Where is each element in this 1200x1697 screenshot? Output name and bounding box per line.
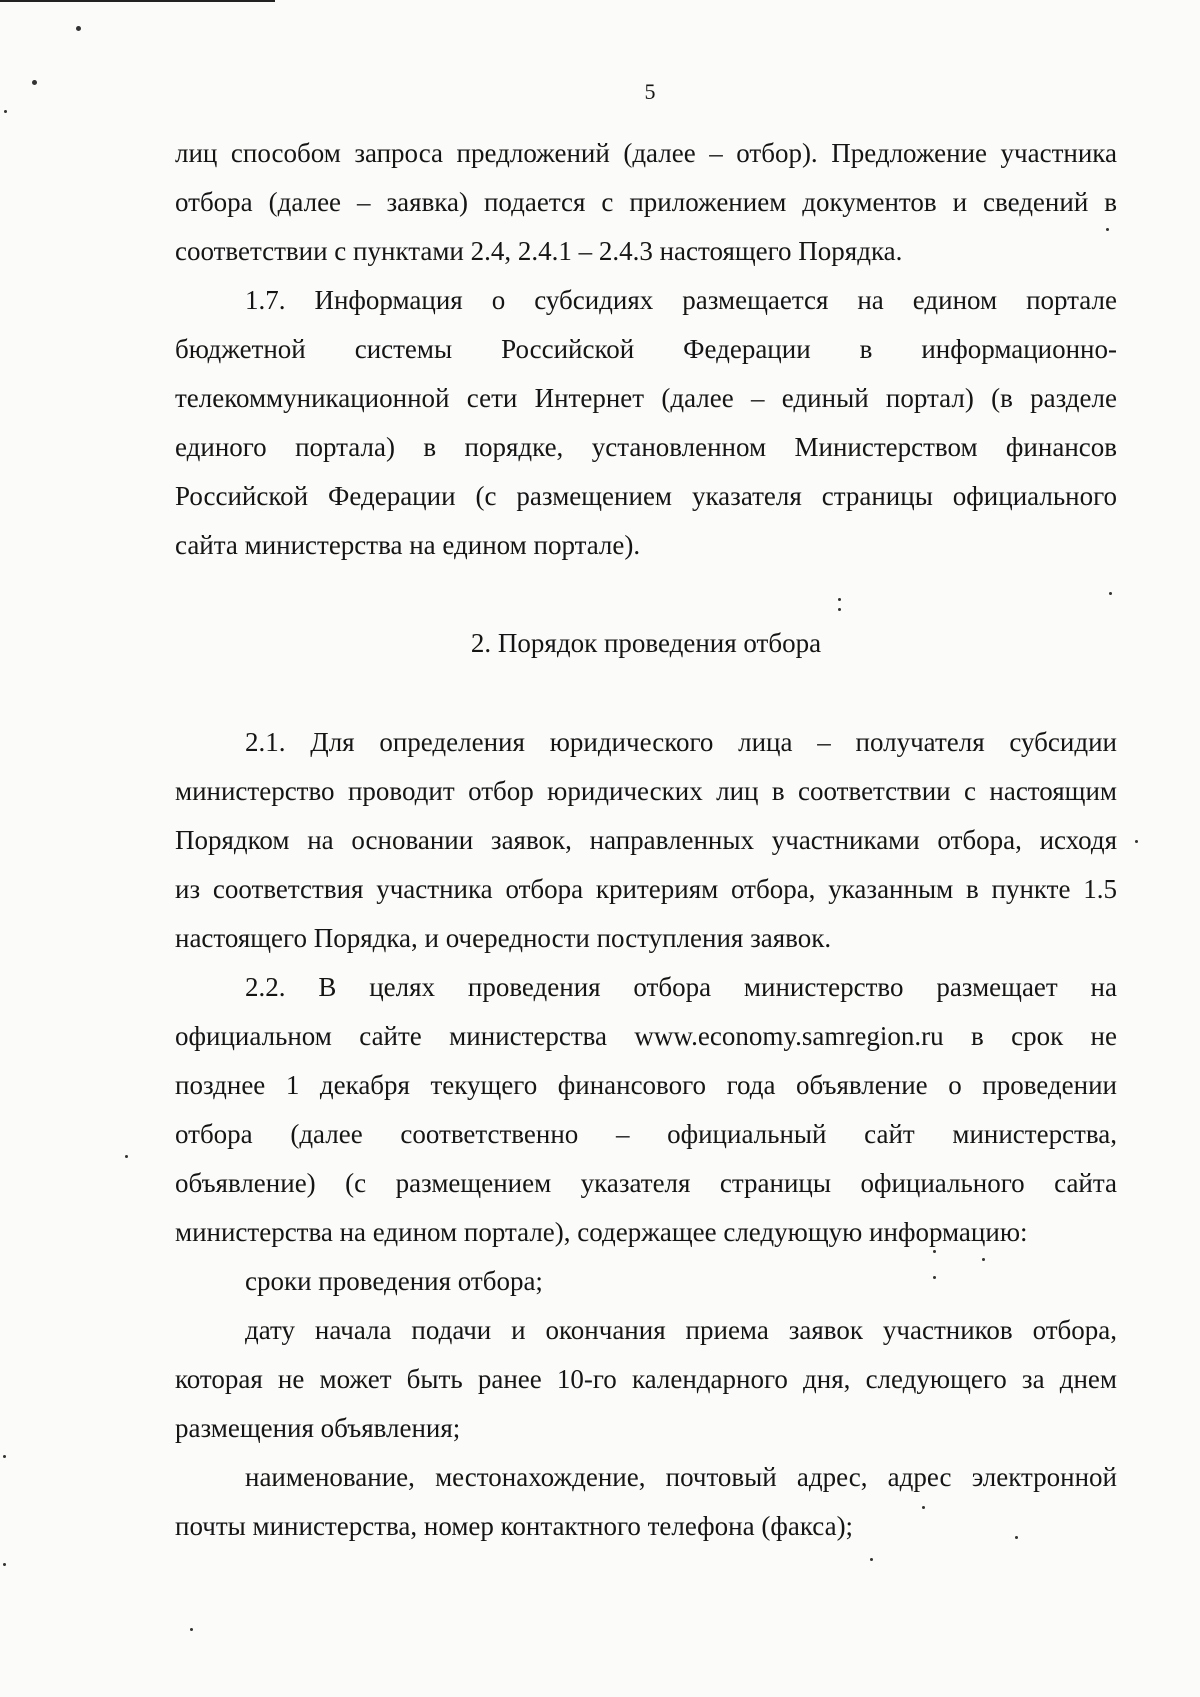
scan-speck [1106, 228, 1109, 231]
text-line: соответствии с пунктами 2.4, 2.4.1 – 2.4.3 настоящего Порядка. [175, 236, 903, 266]
text-line: настоящего Порядка, и очередности поступления заявок. [175, 923, 832, 953]
scan-speck [3, 1455, 6, 1458]
text-line: отбора (далее соответственно – официальный сайт министерства, [175, 1119, 1117, 1149]
scan-speck [982, 1258, 985, 1261]
text-line: размещения объявления; [175, 1413, 461, 1443]
text-line: министерства на едином портале), содержащее следующую информацию: [175, 1217, 1028, 1247]
paragraph-first-line: 1.7. Информация о субсидиях размещается на едином портале [245, 285, 1117, 315]
scan-speck [3, 1563, 6, 1566]
scan-edge-line [0, 0, 275, 2]
list-item-line: наименование, местонахождение, почтовый адрес, адрес электронной [245, 1462, 1117, 1492]
text-line: телекоммуникационной сети Интернет (далее – единый портал) (в разделе [175, 383, 1117, 413]
text-line: отбора (далее – заявка) подается с приложением документов и сведений в [175, 187, 1117, 217]
text-line: лиц способом запроса предложений (далее – отбор). Предложение участника [175, 138, 1117, 168]
scan-speck [838, 608, 841, 611]
text-line: Порядком на основании заявок, направленных участниками отбора, исходя [175, 825, 1117, 855]
scan-speck [838, 598, 841, 601]
text-line: Российской Федерации (с размещением указателя страницы официального [175, 481, 1117, 511]
text-line: официальном сайте министерства www.economy.samregion.ru в срок не [175, 1021, 1117, 1051]
text-line: сайта министерства на едином портале). [175, 530, 641, 560]
text-line: позднее 1 декабря текущего финансового года объявление о проведении [175, 1070, 1117, 1100]
scan-speck [190, 1628, 193, 1631]
scan-speck [32, 80, 37, 85]
list-item-line: дату начала подачи и окончания приема заявок участников отбора, [245, 1315, 1117, 1345]
scan-speck [4, 110, 7, 113]
text-line: которая не может быть ранее 10-го календарного дня, следующего за днем [175, 1364, 1117, 1394]
text-line: единого портала) в порядке, установленном Министерством финансов [175, 432, 1117, 462]
text-line: бюджетной системы Российской Федерации в информационно- [175, 334, 1117, 364]
text-line: объявление) (с размещением указателя страницы официального сайта [175, 1168, 1117, 1198]
text-line: министерство проводит отбор юридических лиц в соответствии с настоящим [175, 776, 1117, 806]
scan-speck [125, 1155, 128, 1158]
section-heading: 2. Порядок проведения отбора [470, 628, 822, 658]
scan-speck [1135, 840, 1138, 843]
scan-speck [933, 1250, 936, 1253]
paragraph-first-line: 2.2. В целях проведения отбора министерство размещает на [245, 972, 1117, 1002]
scan-speck [870, 1558, 873, 1561]
text-line: почты министерства, номер контактного телефона (факса); [175, 1511, 854, 1541]
scan-speck [76, 26, 81, 31]
scan-speck [922, 1506, 925, 1509]
scan-speck [1015, 1536, 1018, 1539]
text-line: из соответствия участника отбора критериям отбора, указанным в пункте 1.5 [175, 874, 1117, 904]
scan-speck [933, 1276, 936, 1279]
list-item-line: сроки проведения отбора; [245, 1266, 543, 1296]
page-number: 5 [644, 79, 656, 104]
scan-speck [1109, 592, 1112, 595]
paragraph-first-line: 2.1. Для определения юридического лица – получателя субсидии [245, 727, 1117, 757]
